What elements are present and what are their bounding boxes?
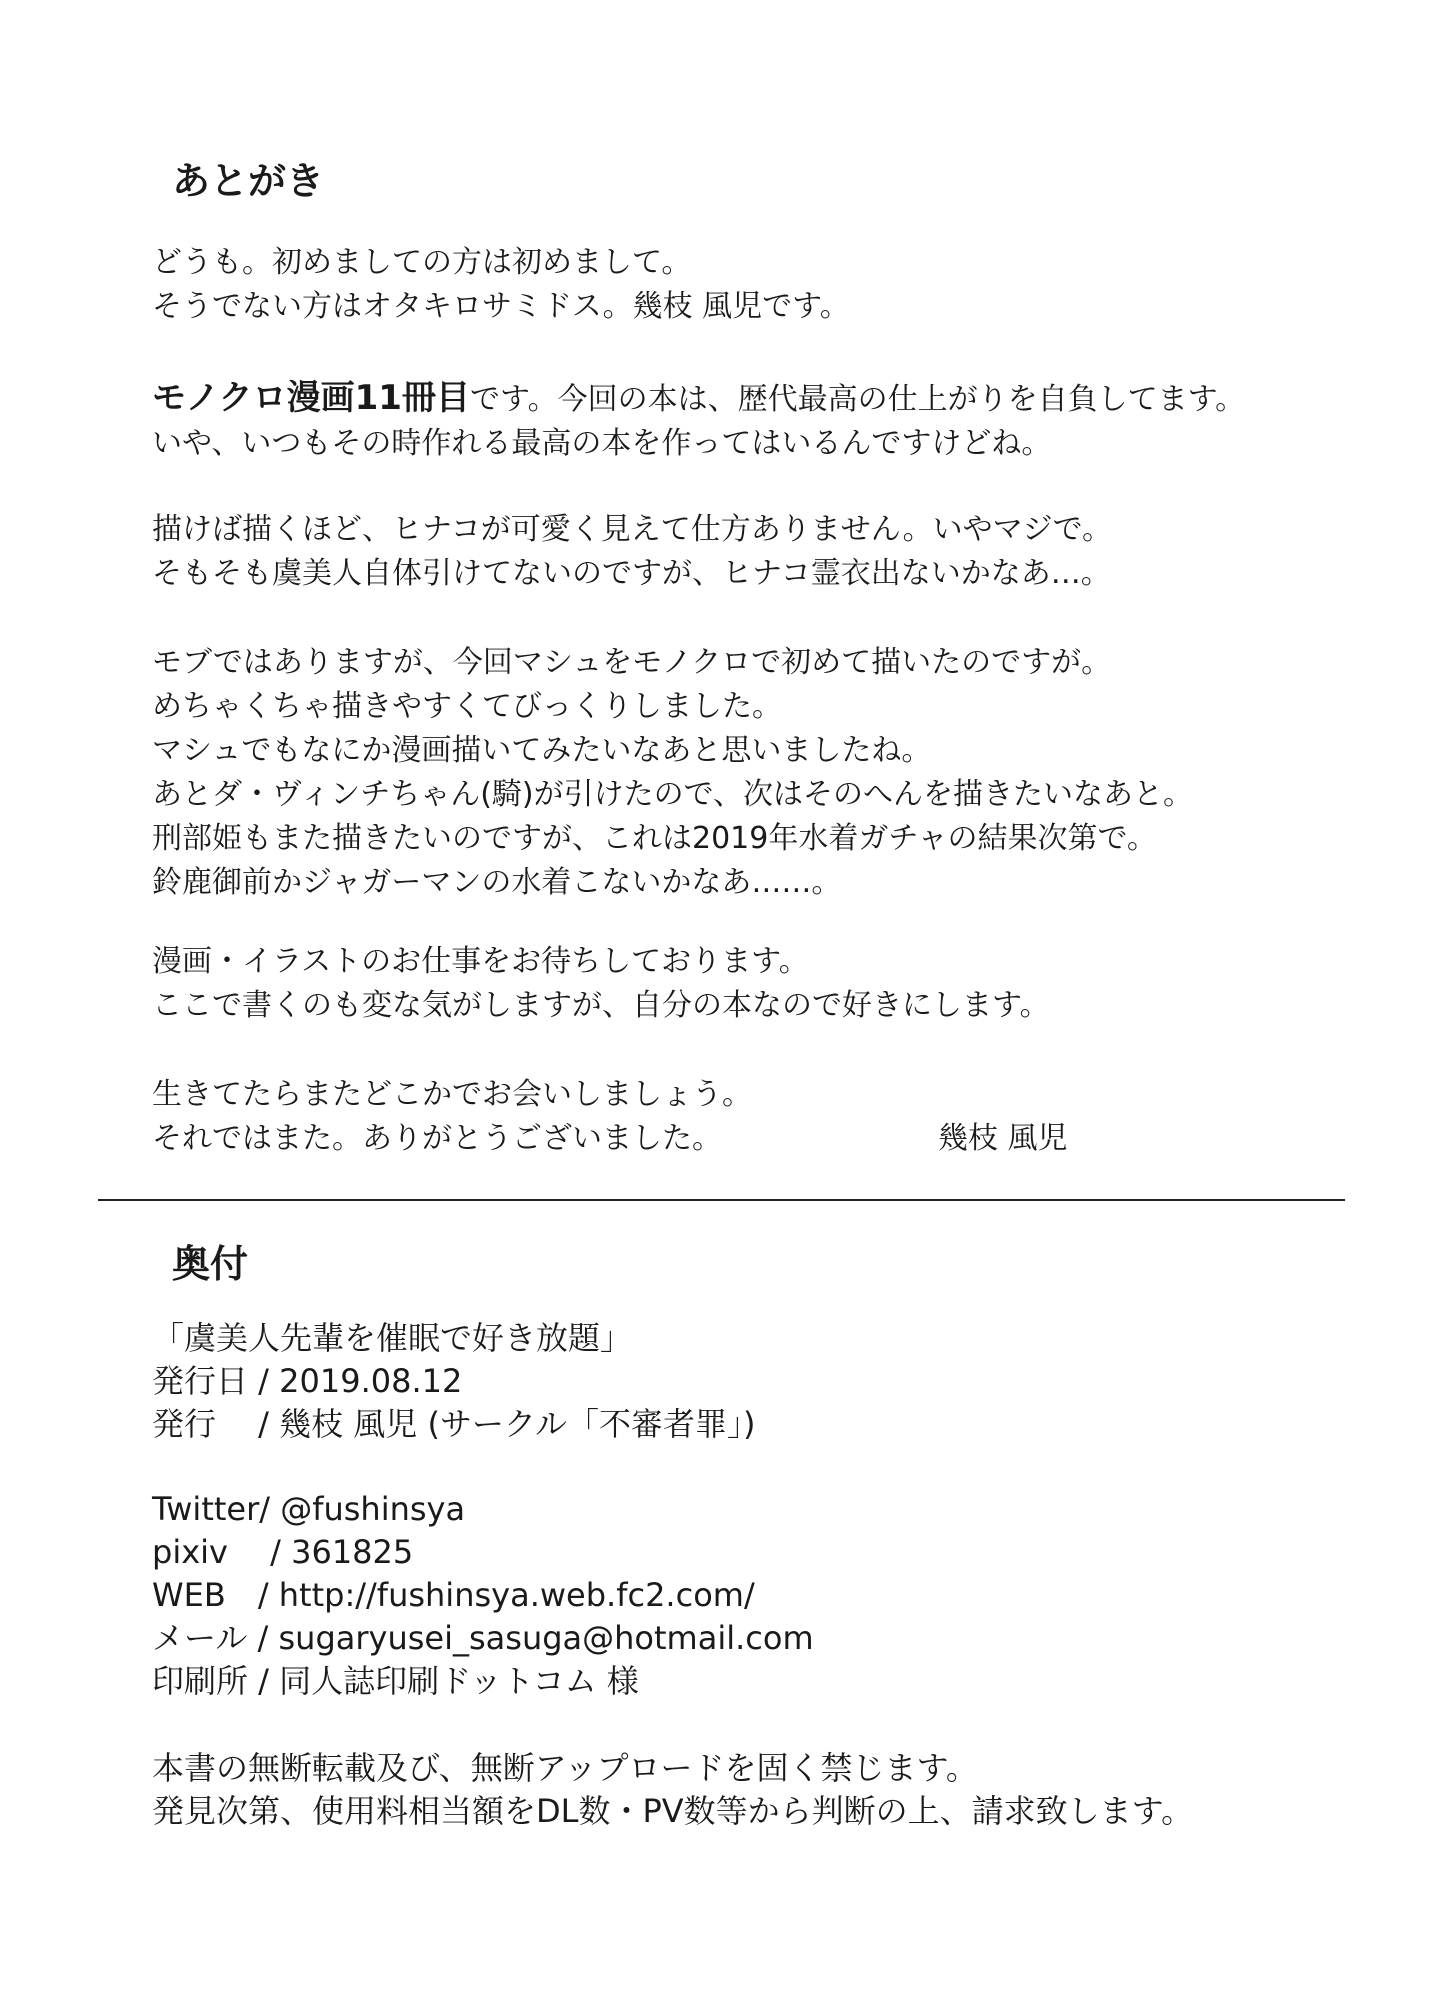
text-line: 漫画・イラストのお仕事をお待ちしております。 (152, 944, 809, 979)
text-line: 描けば描くほど、ヒナコが可愛く見えて仕方ありません。いやマジで。 (152, 512, 1112, 547)
text-line: モブではありますが、今回マシュをモノクロで初めて描いたのですが。 (152, 645, 1112, 680)
text-line: あとダ・ヴィンチちゃん(騎)が引けたので、次はそのへんを描きたいなあと。 (152, 777, 1194, 812)
text-line: いや、いつもその時作れる最高の本を作ってはいるんですけどね。 (152, 426, 1052, 461)
text-line: 発見次第、使用料相当額をDL数・PV数等から判断の上、請求致します。 (152, 1792, 1194, 1830)
author-signature: 幾枝 風児 (938, 1121, 1068, 1156)
afterword-paragraph-4 (152, 641, 1193, 905)
website-url: WEB / http://fushinsya.web.fc2.com/ (152, 1576, 755, 1614)
afterword-paragraph-1 (152, 241, 850, 329)
text-line: 生きてたらまたどこかでお会いしましょう。 (152, 1077, 752, 1112)
text-line (152, 376, 1245, 422)
colophon-contacts (152, 1488, 814, 1703)
afterword-paragraph-6 (152, 1073, 752, 1161)
text-line: ここで書くのも変な気がしますが、自分の本なので好きにします。 (152, 988, 1050, 1023)
twitter-handle: Twitter/ @fushinsya (152, 1490, 466, 1528)
printer: 印刷所 / 同人誌印刷ドットコム 様 (152, 1662, 639, 1700)
section-divider (98, 1199, 1345, 1201)
copyright-notice (152, 1747, 1193, 1833)
text-line: どうも。初めましての方は初めまして。 (152, 245, 692, 280)
text-line: そうでない方はオタキロサミドス。幾枝 風児です。 (152, 289, 850, 324)
pixiv-id: pixiv / 361825 (152, 1533, 414, 1571)
colophon-heading: 奥付 (172, 1242, 249, 1286)
text-run: です。今回の本は、歴代最高の仕上がりを自負してます。 (469, 382, 1246, 417)
afterword-paragraph-3 (152, 508, 1112, 596)
text-line: そもそも虞美人自体引けてないのですが、ヒナコ霊衣出ないかなあ…。 (152, 556, 1111, 591)
volume-count-lead: モノクロ漫画11冊目 (152, 378, 470, 418)
text-line: マシュでもなにか漫画描いてみたいなあと思いましたね。 (152, 733, 932, 768)
colophon-info (152, 1317, 755, 1446)
book-title: 「虞美人先輩を催眠で好き放題」 (152, 1319, 633, 1357)
text-line: それではまた。ありがとうございました。 (152, 1121, 722, 1156)
publisher: 発行 / 幾枝 風児 (サークル「不審者罪」) (152, 1405, 756, 1443)
afterword-heading: あとがき (172, 159, 325, 203)
text-line: 本書の無断転載及び、無断アップロードを固く禁じます。 (152, 1749, 978, 1787)
publish-date: 発行日 / 2019.08.12 (152, 1362, 463, 1400)
email-address: メール / sugaryusei_sasuga@hotmail.com (152, 1619, 814, 1657)
text-line: 鈴鹿御前かジャガーマンの水着こないかなあ……。 (152, 865, 842, 900)
afterword-paragraph-5 (152, 940, 1050, 1028)
afterword-paragraph-2 (152, 376, 1245, 466)
text-line: 刑部姫もまた描きたいのですが、これは2019年水着ガチャの結果次第で。 (152, 821, 1157, 856)
text-line: めちゃくちゃ描きやすくてびっくりしました。 (152, 689, 782, 724)
